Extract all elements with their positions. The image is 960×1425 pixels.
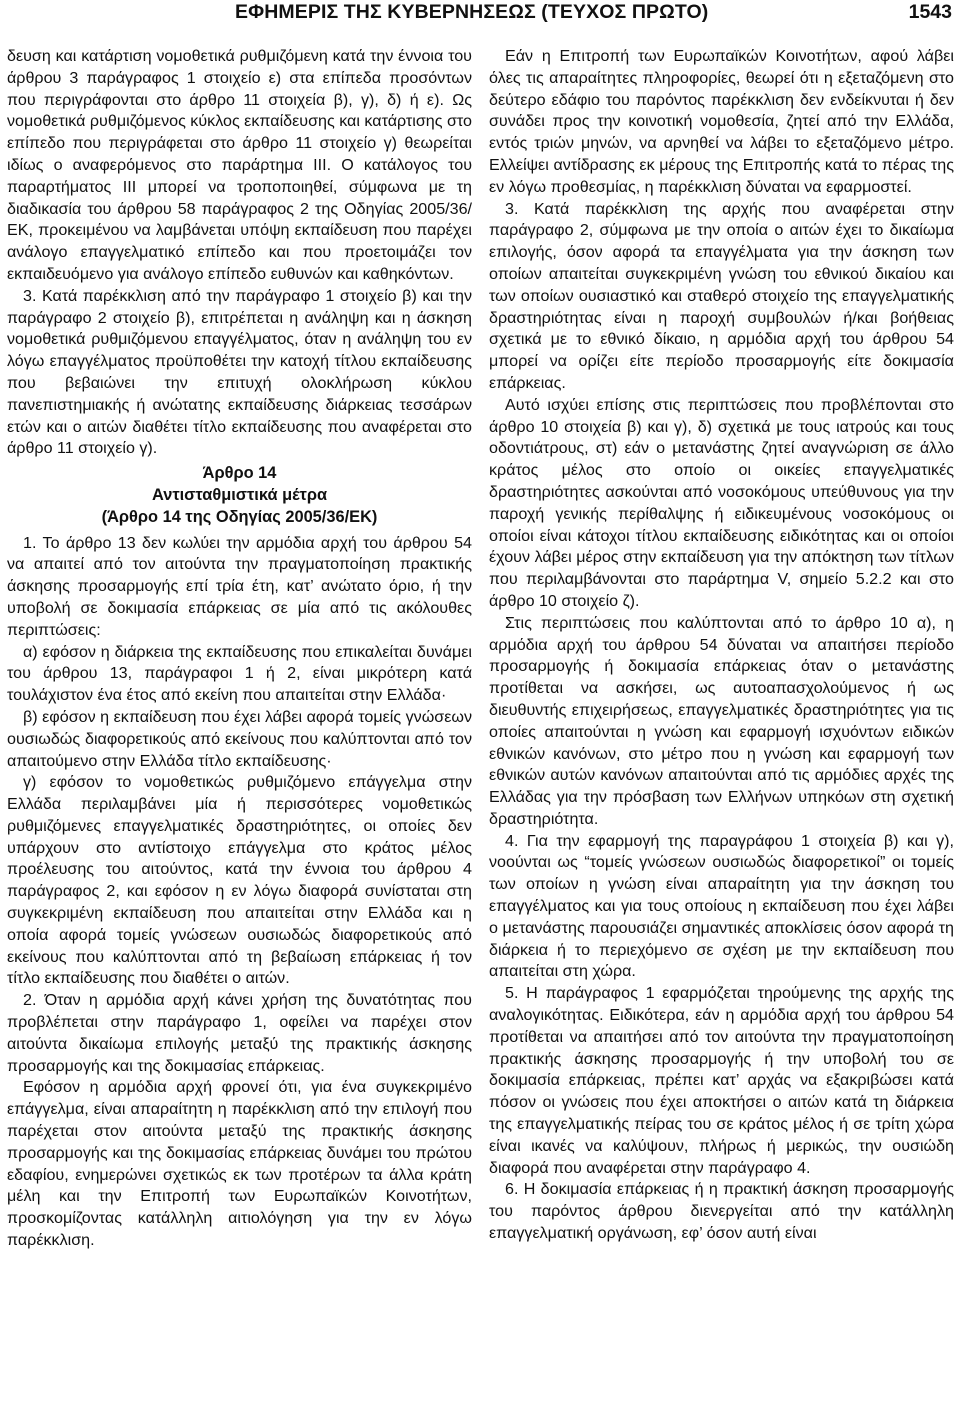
paragraph: Αυτό ισχύει επίσης στις περιπτώσεις που προβλέπονται στο άρθρο 10 στοιχεία β) και γ), δ) σχετικά με τους ιατρούς και τους οδοντιάτρους, στ) εάν ο μετανάστης ζητεί αναγνώριση σε άλλο κράτος μέλος στο οποίο οι οικείες επαγγελματικές δραστηριότητες ασκούνται από νοσοκόμους υπεύθυνους για την παροχή γενικής περίθαλψης ή ειδικευμένους νοσοκόμους οι οποίοι είναι κάτοχοι τίτλου εκπαίδευσης ειδικότητας και οι οποίοι έχουν λάβει μέρος στην εκπαίδευση για την απόκτηση των τίτλων που περιλαμβάνονται στο παράρτημα V, σημείο 5.2.2 και στο άρθρο 10 στοιχείο ζ). <box>489 395 954 610</box>
paragraph: 3. Κατά παρέκκλιση από την παράγραφο 1 στοιχείο β) και την παράγραφο 2 στοιχείο β), επιτρέπεται η ανάληψη και η άσκηση νομοθετικά ρυθμιζόμενου επαγγέλματος, όταν η ανάληψη του εν λόγω επαγγέλματος προϋποθέτει την κατοχή τίτλου εκπαίδευσης που βεβαιώνει την επιτυχή ολοκλήρωση κύκλου πανεπιστημιακής ή ανώτατης εκπαίδευσης διάρκειας τεσσάρων ετών και ο αιτών διαθέτει τίτλο εκπαίδευσης που αναφέρεται στο άρθρο 11 στοιχείο γ). <box>7 286 472 458</box>
paragraph: 6. Η δοκιμασία επάρκειας ή η πρακτική άσκηση προσαρμογής του παρόντος άρθρου διενεργείται από την κατάλληλη επαγγελματική οργάνωση, εφ’ όσον αυτή είναι <box>489 1180 954 1243</box>
paragraph: δευση και κατάρτιση νομοθετικά ρυθμιζόμενη κατά την έννοια του άρθρου 3 παράγραφος 1 στοιχείο ε) στα επίπεδα προσόντων που περιγράφονται στο άρθρο 11 στοιχεία β), γ), δ) ή ε). Ως νομοθετικά ρυθμιζόμενος κύκλος εκπαίδευσης και κατάρτισης στο επίπεδο που περιγράφεται στο άρθρο 11 στοιχείο γ) θεωρείται ιδίως ο αναφερόμενος στο παράρτημα III. Ο κατάλογος του παραρτήματος III μπορεί να τροποποιηθεί, σύμφωνα με τη διαδικασία του άρθρου 58 παράγραφος 2 της Οδηγίας 2005/36/ΕΚ, προκειμένου να λαμβάνεται υπόψη εκπαίδευση που παρέχει ανάλογο επαγγελματικό επίπεδο και που προετοιμάζει τον εκπαιδευόμενο για ανάλογο επίπεδο ευθυνών και καθηκόντων. <box>7 47 472 283</box>
left-column <box>7 46 472 1252</box>
paragraph: Εάν η Επιτροπή των Ευρωπαϊκών Κοινοτήτων, αφού λάβει όλες τις απαραίτητες πληροφορίες, θεωρεί ότι η εξεταζόμενη στο δεύτερο εδάφιο του παρόντος παρέκκλιση δεν ενδείκνυται ή δεν συνάδει προς την κοινοτική νομοθεσία, ζητεί από την Ελλάδα, εντός τριών μηνών, να αρνηθεί να λάβει το εξεταζόμενο μέτρο. Ελλείψει αντίδρασης εκ μέρους της Επιτροπής κατά το πέρας της εν λόγω προθεσμίας, η παρέκκλιση δύναται να εφαρμοστεί. <box>489 47 954 196</box>
article-number: Άρθρο 14 <box>202 464 277 483</box>
page-number: 1543 <box>908 1 952 23</box>
paragraph: β) εφόσον η εκπαίδευση που έχει λάβει αφορά τομείς γνώσεων ουσιωδώς διαφορετικούς από εκείνους που καλύπτονται από τον απαιτούμενο στην Ελλάδα τίτλο εκπαίδευσης· <box>7 707 472 770</box>
gazette-title: ΕΦΗΜΕΡΙΣ ΤΗΣ ΚΥΒΕΡΝΗΣΕΩΣ (ΤΕΥΧΟΣ ΠΡΩΤΟ) <box>235 1 709 23</box>
article-reference: (Άρθρο 14 της Οδηγίας 2005/36/ΕΚ) <box>101 507 378 526</box>
paragraph: 3. Κατά παρέκκλιση της αρχής που αναφέρεται στην παράγραφο 2, σύμφωνα με την οποία ο αιτών έχει το δικαίωμα επιλογής, όσον αφορά τα επαγγέλματα για την άσκηση των οποίων απαιτείται συγκεκριμένη γνώση του εθνικού δικαίου και των οποίων ουσιαστικό και σταθερό στοιχείο της επαγγελματικής δραστηριότητας είναι η παροχή συμβουλών ή/και βοήθειας σχετικά με το εθνικό δίκαιο, η αρμόδια αρχή του άρθρου 54 μπορεί να ορίζει είτε περίοδο προσαρμογής είτε δοκιμασία επάρκειας. <box>489 199 954 392</box>
article-heading <box>7 463 472 528</box>
paragraph: 2. Όταν η αρμόδια αρχή κάνει χρήση της δυνατότητας που προβλέπεται στην παράγραφο 1, οφείλει να παρέχει στον αιτούντα δικαίωμα επιλογής μεταξύ της πρακτικής άσκησης προσαρμογής και της δοκιμασίας επάρκειας. <box>7 991 472 1075</box>
paragraph: α) εφόσον η διάρκεια της εκπαίδευσης που επικαλείται δυνάμει του άρθρου 13, παράγραφοι 1 ή 2, είναι μικρότερη κατά τουλάχιστον ένα έτος από εκείνη που απαιτείται στην Ελλάδα· <box>7 642 472 705</box>
paragraph: γ) εφόσον το νομοθετικώς ρυθμιζόμενο επάγγελμα στην Ελλάδα περιλαμβάνει μία ή περισσότερες νομοθετικώς ρυθμιζόμενες επαγγελματικές δραστηριότητες, οι οποίες δεν υπάρχουν στο αντίστοιχο επάγγελμα στο κράτος μέλος προέλευσης του αιτούντος, κατά την έννοια του άρθρου 4 παράγραφος 2, και εφόσον η εν λόγω διαφορά συνίσταται στη συγκεκριμένη εκπαίδευση που απαιτείται στην Ελλάδα και η οποία αφορά τομείς γνώσεων ουσιωδώς διαφορετικούς από εκείνους που καλύπτονται από τη βεβαίωση επάρκειας ή τον τίτλο εκπαίδευσης που διαθέτει ο αιτών. <box>7 773 472 988</box>
right-column <box>489 46 954 1245</box>
paragraph: 5. Η παράγραφος 1 εφαρμόζεται τηρούμενης της αρχής της αναλογικότητας. Ειδικότερα, εάν η αρμόδια αρχή του άρθρου 54 προτίθεται να απαιτήσει από τον αιτούντα την πραγματοποίηση πρακτικής άσκησης προσαρμογής ή την υποβολή του σε δοκιμασία επάρκειας, πρέπει κατ’ αρχάς να εξακριβώσει κατά πόσον οι γνώσεις που έχει αποκτήσει ο αιτών κατά τη διάρκεια της επαγγελματικής πείρας του σε κράτος μέλος ή σε τρίτη χώρα είναι ικανές να καλύψουν, πλήρως ή μερικώς, την ουσιώδη διαφορά που αναφέρεται στην παράγραφο 4. <box>489 984 954 1177</box>
article-title: Αντισταθμιστικά μέτρα <box>151 485 328 504</box>
paragraph: Στις περιπτώσεις που καλύπτονται από το άρθρο 10 α), η αρμόδια αρχή του άρθρου 54 δύναται να απαιτήσει περίοδο προσαρμογής ή δοκιμασία επάρκειας όταν ο μετανάστης προτίθεται να ασκήσει, ως αυτοαπασχολούμενος ή ως διευθυντής επιχειρήσεως, επαγγελματικές δραστηριότητες για τις οποίες απαιτούνται η γνώση και εφαρμογή ισχυόντων ειδικών εθνικών κανόνων, στο μέτρο που η γνώση και εφαρμογή των εθνικών αυτών κανόνων απαιτούνται από τις αρμόδιες αρχές της Ελλάδας για την πρόσβαση των Ελλήνων υπηκόων στη σχετική δραστηριότητα. <box>489 613 954 828</box>
paragraph: 1. Το άρθρο 13 δεν κωλύει την αρμόδια αρχή του άρθρου 54 να απαιτεί από τον αιτούντα την πραγματοποίηση πρακτικής άσκησης προσαρμογής επί τρία έτη, κατ’ ανώτατο όριο, ή την υποβολή σε δοκιμασία επάρκειας σε μία από τις ακόλουθες περιπτώσεις: <box>7 533 472 639</box>
paragraph: 4. Για την εφαρμογή της παραγράφου 1 στοιχεία β) και γ), νοούνται ως “τομείς γνώσεων ουσιωδώς διαφορετικοί” οι τομείς των οποίων η γνώση είναι απαραίτητη για την άσκηση του επαγγέλματος και για τους οποίους η εκπαίδευση που έχει λάβει ο μετανάστης παρουσιάζει σημαντικές αποκλίσεις όσον αφορά τη διάρκεια ή το περιεχόμενο σε σχέση με την εκπαίδευση που απαιτείται στη χώρα. <box>489 831 954 981</box>
page-header <box>0 0 960 30</box>
paragraph: Εφόσον η αρμόδια αρχή φρονεί ότι, για ένα συγκεκριμένο επάγγελμα, είναι απαραίτητη η παρέκκλιση από την επιλογή που παρέχεται στον αιτούντα μεταξύ της πρακτικής άσκησης προσαρμογής και της δοκιμασίας επάρκειας δυνάμει του πρώτου εδαφίου, ενημερώνει σχετικώς εκ των προτέρων τα άλλα κράτη μέλη και την Επιτροπή των Ευρωπαϊκών Κοινοτήτων, προσκομίζοντας κατάλληλη αιτιολόγηση για την εν λόγω παρέκκλιση. <box>7 1078 472 1250</box>
